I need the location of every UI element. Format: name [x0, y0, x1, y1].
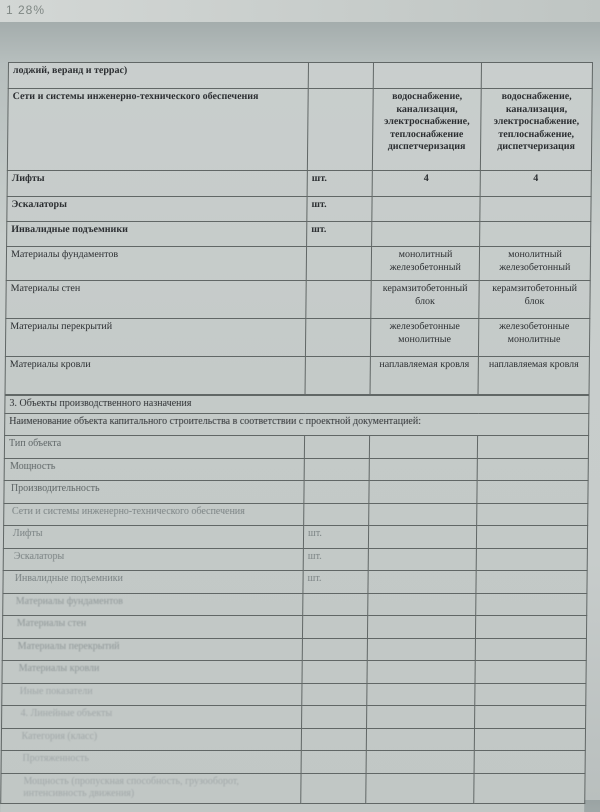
project-value: керамзитобетонный блок	[371, 281, 479, 319]
parameter-label: Протяженность	[1, 751, 301, 774]
parameter-label: Материалы стен	[2, 616, 302, 639]
actual-value	[477, 458, 588, 481]
actual-value: наплавляемая кровля	[478, 357, 589, 395]
project-value	[367, 706, 475, 729]
project-value: 4	[372, 171, 480, 197]
actual-value	[475, 638, 586, 661]
parameter-label: Сети и системы инженерно-технического обеспечения	[7, 89, 308, 171]
parameter-unit: шт.	[303, 526, 368, 549]
viewer-toolbar	[0, 0, 600, 22]
actual-value	[480, 197, 591, 222]
parameter-unit	[305, 357, 370, 395]
project-value	[367, 683, 475, 706]
parameter-label: Лифты	[3, 526, 303, 549]
project-value: железобетонные монолитные	[370, 319, 478, 357]
project-value	[366, 773, 474, 803]
actual-value: керамзитобетонный блок	[479, 281, 590, 319]
parameter-row	[2, 683, 586, 706]
parameter-label: Инвалидные подъемники	[7, 222, 307, 247]
actual-value	[477, 503, 588, 526]
parameter-row	[7, 89, 592, 171]
parameter-row	[1, 751, 585, 774]
production-objects-table	[0, 395, 589, 804]
document-page	[0, 62, 592, 812]
project-value: наплавляемая кровля	[370, 357, 478, 395]
parameter-label: Материалы кровли	[2, 661, 302, 684]
parameter-unit	[302, 706, 367, 729]
actual-value	[475, 706, 586, 729]
project-value	[367, 661, 475, 684]
parameter-label: Лифты	[7, 171, 307, 197]
actual-value	[474, 751, 585, 774]
project-value: водоснабжение, канализация, электроснабжение, теплоснабжение диспетчеризация	[372, 89, 481, 171]
section-heading: 3. Объекты производственного назначения	[5, 396, 589, 414]
parameter-row	[6, 281, 590, 319]
parameter-unit	[306, 281, 371, 319]
parameter-row	[4, 503, 588, 526]
actual-value: железобетонные монолитные	[478, 319, 589, 357]
actual-value	[477, 436, 588, 459]
project-value	[368, 526, 476, 549]
parameter-row	[2, 706, 586, 729]
parameter-label: Мощность (пропускная способность, грузооборот, интенсивность движения)	[1, 773, 301, 803]
parameter-row	[4, 458, 588, 481]
parameter-row	[7, 171, 591, 197]
project-value	[368, 548, 476, 571]
parameter-unit	[307, 89, 373, 171]
project-value	[367, 616, 475, 639]
project-value	[367, 638, 475, 661]
object-parameters-table	[5, 62, 593, 395]
parameter-row	[1, 728, 585, 751]
parameter-unit	[301, 728, 366, 751]
parameter-row	[6, 247, 590, 281]
object-name-row	[5, 414, 589, 436]
parameter-label: Эскалаторы	[3, 548, 303, 571]
actual-value	[475, 661, 586, 684]
actual-value	[474, 728, 585, 751]
parameter-unit	[302, 638, 367, 661]
project-value	[369, 503, 477, 526]
parameter-unit: шт.	[307, 222, 372, 247]
parameter-label: Материалы фундаментов	[3, 593, 303, 616]
parameter-unit	[304, 436, 369, 459]
actual-value: 4	[480, 171, 591, 197]
parameter-label: Материалы стен	[6, 281, 306, 319]
zoom-indicator: 1 28%	[6, 3, 46, 17]
parameter-row	[2, 638, 586, 661]
parameter-row	[7, 197, 591, 222]
actual-value	[476, 526, 587, 549]
actual-value: монолитный железобетонный	[479, 247, 590, 281]
parameter-unit	[302, 616, 367, 639]
project-value	[366, 728, 474, 751]
actual-value	[476, 548, 587, 571]
parameter-unit	[304, 503, 369, 526]
actual-value	[476, 571, 587, 594]
parameter-label: Материалы перекрытий	[2, 638, 302, 661]
parameter-row	[4, 436, 588, 459]
project-value	[369, 436, 477, 459]
actual-value	[474, 773, 585, 803]
parameter-label: Инвалидные подъемники	[3, 571, 303, 594]
parameter-label: 4. Линейные объекты	[2, 706, 302, 729]
parameter-label: Категория (класс)	[1, 728, 301, 751]
parameter-unit	[305, 319, 370, 357]
parameter-unit	[308, 63, 373, 89]
parameter-label: Мощность	[4, 458, 304, 481]
parameter-unit	[301, 751, 366, 774]
parameter-label: Иные показатели	[2, 683, 302, 706]
actual-value	[477, 481, 588, 504]
parameter-unit: шт.	[303, 571, 368, 594]
parameter-row	[8, 63, 592, 89]
project-value	[373, 63, 481, 89]
parameter-label: Производительность	[4, 481, 304, 504]
project-value	[372, 197, 480, 222]
parameter-label: Сети и системы инженерно-технического обеспечения	[4, 503, 304, 526]
parameter-unit	[302, 661, 367, 684]
parameter-row	[3, 571, 587, 594]
parameter-unit	[303, 593, 368, 616]
parameter-unit	[304, 481, 369, 504]
parameter-label: Материалы перекрытий	[5, 319, 305, 357]
project-value	[372, 222, 480, 247]
parameter-label: Эскалаторы	[7, 197, 307, 222]
parameter-row	[3, 593, 587, 616]
parameter-unit: шт.	[303, 548, 368, 571]
parameter-row	[2, 616, 586, 639]
project-value	[369, 458, 477, 481]
actual-value	[481, 63, 592, 89]
actual-value	[480, 222, 591, 247]
project-value: монолитный железобетонный	[371, 247, 479, 281]
parameter-unit	[302, 683, 367, 706]
project-value	[369, 481, 477, 504]
parameter-row	[3, 526, 587, 549]
parameter-unit: шт.	[307, 197, 372, 222]
parameter-row	[5, 357, 589, 395]
parameter-row	[4, 481, 588, 504]
project-value	[368, 571, 476, 594]
section-heading-row	[5, 396, 589, 414]
parameter-unit	[306, 247, 371, 281]
parameter-label: Тип объекта	[4, 436, 304, 459]
parameter-row	[2, 661, 586, 684]
parameter-unit: шт.	[307, 171, 372, 197]
parameter-row	[3, 548, 587, 571]
actual-value	[475, 616, 586, 639]
parameter-unit	[304, 458, 369, 481]
parameter-label: Материалы фундаментов	[6, 247, 306, 281]
actual-value	[475, 683, 586, 706]
parameter-row	[7, 222, 591, 247]
parameter-unit	[301, 773, 366, 803]
actual-value: водоснабжение, канализация, электроснабжение, теплоснабжение, диспетчеризация	[480, 89, 592, 171]
project-value	[368, 593, 476, 616]
object-name-label: Наименование объекта капитального строительства в соответствии с проектной документацией:	[5, 414, 589, 436]
project-value	[366, 751, 474, 774]
actual-value	[476, 593, 587, 616]
parameter-row	[1, 773, 585, 803]
parameter-label: Материалы кровли	[5, 357, 305, 395]
parameter-row	[5, 319, 589, 357]
parameter-label: лоджий, веранд и террас)	[8, 63, 308, 89]
